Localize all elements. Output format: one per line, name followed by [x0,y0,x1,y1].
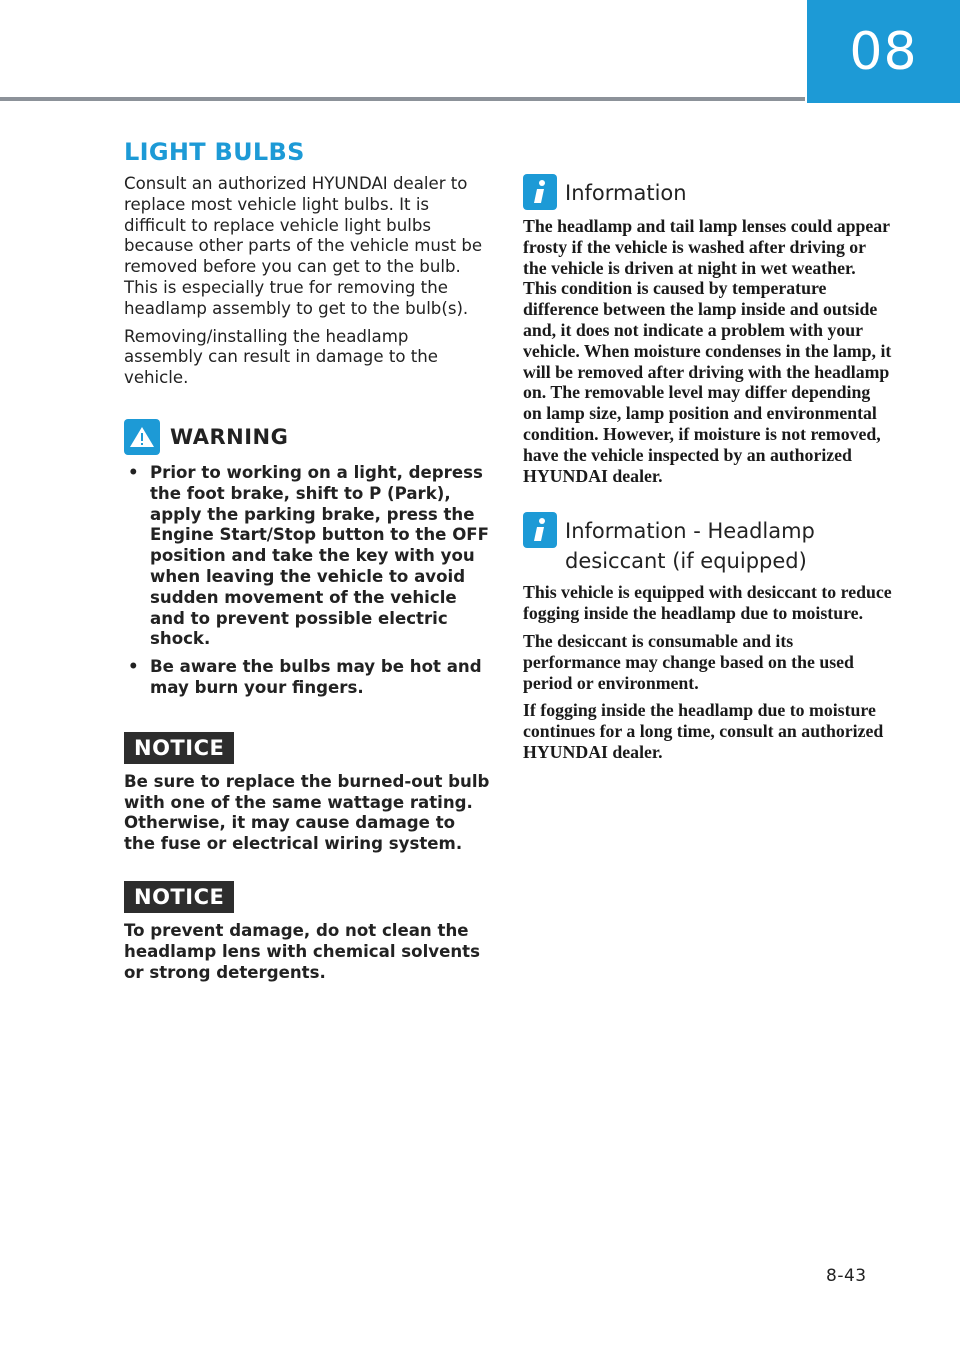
list-item: • Prior to working on a light, depress the foot brake, shift to P (Park), apply the parking brake, press the Engine Start/Stop button to the OFF position and take the key with you when leaving the vehicle to avoid sudden movement of the vehicle and to prevent possible electric shock. [128,462,489,649]
warning-list [124,463,490,699]
page-number: 8-43 [826,1266,867,1286]
notice-badge: NOTICE [124,732,234,764]
list-item: • Be aware the bulbs may be hot and may burn your fingers. [128,657,482,697]
info-paragraph: The headlamp and tail lamp lenses could appear frosty if the vehicle is washed after driving or the vehicle is driven at night in wet weather. This condition is caused by temperature difference between the lamp inside and outside and, it does not indicate a problem with your vehicle. When moisture condenses in the lamp, it will be removed after driving with the headlamp on. The removable level may differ depending on lamp size, lamp position and environmental condition. However, if moisture is not removed, have the vehicle inspected by an authorized HYUNDAI dealer. [523,216,892,486]
info-paragraph: If fogging inside the headlamp due to moisture continues for a long time, consult an authorized HYUNDAI dealer. [523,700,884,762]
left-column [124,138,490,983]
info-title: Information [565,181,687,205]
notice-text: To prevent damage, do not clean the headlamp lens with chemical solvents or strong detergents. [124,920,480,982]
info-paragraph: The desiccant is consumable and its performance may change based on the used period or environment. [523,630,854,693]
info-block-desiccant [523,512,893,762]
info-icon [523,512,557,548]
notice-badge: NOTICE [124,881,234,913]
notice-text: Be sure to replace the burned-out bulb with one of the same wattage rating. Otherwise, it may cause damage to the fuse or electrical wiring system. [124,771,490,854]
info-icon [523,174,557,210]
warning-title: WARNING [170,424,289,449]
info-paragraph: This vehicle is equipped with desiccant to reduce fogging inside the headlamp due to moisture. [523,582,892,624]
info-title: Information - Headlamp desiccant (if equipped) [565,519,815,574]
right-column [523,174,893,770]
chapter-number: 08 [849,21,918,82]
removal-paragraph: Removing/installing the headlamp assembly can result in damage to the vehicle. [124,326,438,388]
info-heading [523,174,893,210]
intro-paragraph: Consult an authorized HYUNDAI dealer to replace most vehicle light bulbs. It is difficult to replace vehicle light bulbs because other parts of the vehicle must be removed before you can get to the bulb. This is especially true for removing the headlamp assembly to get to the bulb(s). [124,174,483,318]
header-rule [0,97,805,101]
warning-heading [124,419,490,455]
info-heading [523,512,893,576]
warning-triangle-icon [124,419,160,455]
section-title: LIGHT BULBS [124,138,305,166]
chapter-tab [807,0,960,103]
